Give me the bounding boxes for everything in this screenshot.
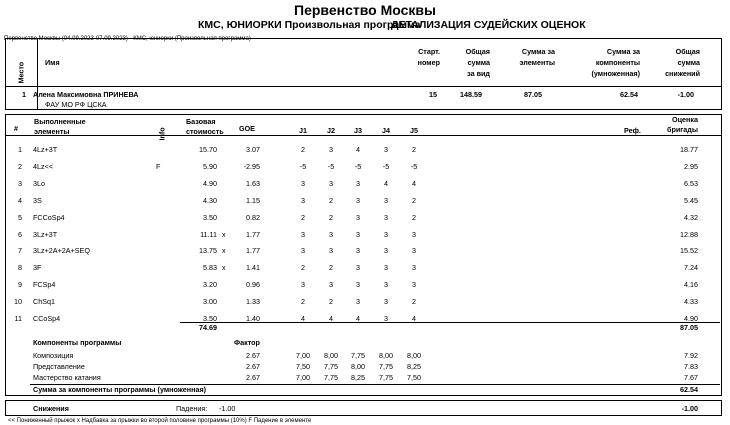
name-header: Имя [45, 58, 60, 67]
deductions-label: Снижения [33, 404, 69, 413]
element-judge-score: 3 [356, 195, 360, 205]
element-info: F [156, 161, 161, 171]
element-panel-score: 7.24 [684, 263, 698, 273]
element-judge-score: 3 [412, 229, 416, 239]
element-code: 3Lz+3T [33, 229, 58, 239]
base-total: 74.69 [199, 323, 217, 332]
element-judge-score: 2 [329, 297, 333, 307]
skater-elements: 87.05 [524, 90, 542, 99]
start-header: Старт. номер [417, 47, 440, 67]
element-judge-score: 3 [329, 229, 333, 239]
components-sum-value: 62.54 [680, 385, 698, 394]
num-header: # [14, 124, 18, 133]
element-goe: 1.40 [246, 314, 260, 323]
judge-header-5: J5 [410, 126, 418, 135]
component-name: Композиция [33, 351, 74, 360]
element-goe: 1.33 [246, 297, 260, 307]
element-judge-score: 3 [412, 246, 416, 256]
element-judge-score: 3 [301, 246, 305, 256]
goe-header: GOE [239, 124, 255, 133]
element-judge-score: 2 [412, 212, 416, 222]
element-judge-score: 3 [384, 195, 388, 205]
component-factor: 2.67 [246, 351, 260, 360]
element-header: Выполненные элементы [34, 117, 86, 136]
element-base-value: 4.90 [203, 178, 217, 188]
component-judge-score: 8,00 [379, 351, 393, 360]
summary-divider [37, 38, 38, 110]
element-judge-score: 3 [329, 280, 333, 290]
skater-start: 15 [429, 90, 437, 99]
element-judge-score: 3 [356, 212, 360, 222]
info-header: Info [157, 127, 167, 141]
element-base-value: 5.90 [203, 161, 217, 171]
element-judge-score: 3 [384, 229, 388, 239]
components-sum-label: Сумма за компоненты программы (умноженная) [33, 385, 207, 394]
element-code: FCCoSp4 [33, 212, 65, 222]
element-base-value: 5.83 [203, 263, 217, 273]
element-goe: -2.95 [243, 161, 260, 171]
report-type: ДЕТАЛИЗАЦИЯ СУДЕЙСКИХ ОЦЕНОК [391, 19, 586, 31]
element-panel-score: 4.16 [684, 280, 698, 290]
skater-name: Алена Максимовна ПРИНЕВА [33, 90, 139, 99]
element-base-value: 3.00 [203, 297, 217, 307]
page-subtitle: КМС, ЮНИОРКИ Произвольная программа [198, 19, 421, 31]
element-code: 3F [33, 263, 42, 273]
component-name: Мастерство катания [33, 373, 101, 382]
deductions-total: -1.00 [681, 404, 698, 413]
element-number: 8 [18, 263, 22, 273]
element-number: 6 [18, 229, 22, 239]
element-code: 3S [33, 195, 42, 205]
element-judge-score: -5 [382, 161, 390, 171]
element-panel-score: 2.95 [684, 161, 698, 171]
element-base-value: 4.30 [203, 195, 217, 205]
element-code: ChSq1 [33, 297, 55, 307]
element-judge-score: 4 [329, 314, 333, 323]
element-judge-score: 2 [329, 212, 333, 222]
element-judge-score: 3 [356, 178, 360, 188]
element-panel-score: 15.52 [680, 246, 698, 256]
element-judge-score: 2 [301, 145, 305, 154]
component-panel-score: 7.92 [684, 351, 698, 360]
element-base-value: 15.70 [199, 145, 217, 154]
element-judge-score: 2 [412, 195, 416, 205]
element-bonus-mark: x [222, 246, 226, 256]
skater-club: ФАУ МО РФ ЦСКА [45, 100, 107, 109]
event-line: Первенство Москвы (04.09.2023-07.09.2023) - КМС, юниорки (Произвольная программа) [4, 36, 251, 42]
element-code: 4Lz<< [33, 161, 53, 171]
referee-header: Реф. [624, 126, 641, 135]
component-judge-score: 8,00 [324, 351, 338, 360]
element-goe: 1.63 [246, 178, 260, 188]
element-goe: 1.77 [246, 246, 260, 256]
skater-total: 148.59 [460, 90, 482, 99]
element-number: 9 [18, 280, 22, 290]
element-base-value: 3.20 [203, 280, 217, 290]
element-judge-score: 2 [329, 195, 333, 205]
element-judge-score: 3 [301, 280, 305, 290]
component-judge-score: 8,00 [407, 351, 421, 360]
element-judge-score: 3 [329, 246, 333, 256]
element-base-value: 3.50 [203, 314, 217, 323]
component-judge-score: 8,25 [351, 373, 365, 382]
element-judge-score: -5 [327, 161, 335, 171]
elements-total-line [180, 322, 720, 323]
component-panel-score: 7.83 [684, 362, 698, 371]
element-judge-score: 3 [329, 178, 333, 188]
element-base-value: 13.75 [199, 246, 217, 256]
elements-sum-header: Сумма за элементы [519, 47, 555, 67]
footnote: << Пониженный прыжок x Надбавка за прыжки во второй половине программы (10%) F Падение в элементе [8, 418, 312, 424]
element-panel-score: 6.53 [684, 178, 698, 188]
base-value-header: Базовая стоимость [186, 117, 224, 136]
element-number: 10 [14, 297, 22, 307]
element-panel-score: 4.33 [684, 297, 698, 307]
elements-header-line [5, 135, 722, 136]
skater-place: 1 [22, 90, 26, 99]
element-judge-score: 3 [384, 314, 388, 323]
component-judge-score: 8,00 [351, 362, 365, 371]
element-panel-score: 18.77 [680, 145, 698, 154]
place-header: Место [16, 61, 26, 84]
element-panel-score: 4.90 [684, 314, 698, 323]
component-judge-score: 7,00 [296, 351, 310, 360]
element-bonus-mark: x [222, 229, 226, 239]
element-judge-score: 3 [356, 297, 360, 307]
element-judge-score: 3 [329, 145, 333, 154]
element-number: 11 [14, 314, 22, 323]
component-panel-score: 7.67 [684, 373, 698, 382]
element-judge-score: 3 [301, 229, 305, 239]
element-code: FCSp4 [33, 280, 56, 290]
deductions-box [5, 400, 722, 416]
element-base-value: 11.11 [200, 229, 217, 239]
element-panel-score: 5.45 [684, 195, 698, 205]
judge-header-3: J3 [354, 126, 362, 135]
total-header: Общая сумма за вид [465, 47, 490, 78]
element-judge-score: 3 [356, 229, 360, 239]
element-code: 3Lz+2A+2A+SEQ [33, 246, 90, 256]
element-goe: 0.82 [246, 212, 260, 222]
element-judge-score: 2 [329, 263, 333, 273]
component-judge-score: 7,75 [379, 362, 393, 371]
component-judge-score: 7,75 [351, 351, 365, 360]
component-name: Представление [33, 362, 85, 371]
component-judge-score: 7,75 [324, 373, 338, 382]
element-judge-score: 2 [412, 297, 416, 307]
element-judge-score: 3 [384, 246, 388, 256]
element-judge-score: -5 [410, 161, 418, 171]
element-judge-score: 3 [384, 212, 388, 222]
element-judge-score: 3 [412, 280, 416, 290]
element-judge-score: 3 [356, 246, 360, 256]
deductions-header: Общая сумма снижений [665, 47, 700, 78]
element-judge-score: 4 [356, 314, 360, 323]
judge-header-2: J2 [327, 126, 335, 135]
element-panel-score: 12.88 [680, 229, 698, 239]
element-judge-score: -5 [299, 161, 307, 171]
element-judge-score: 3 [356, 263, 360, 273]
components-sum-header: Сумма за компоненты (умноженная) [591, 47, 640, 78]
components-header: Компоненты программы [33, 338, 122, 347]
element-judge-score: -5 [354, 161, 362, 171]
element-number: 3 [18, 178, 22, 188]
component-judge-score: 7,50 [296, 362, 310, 371]
element-panel-score: 4.32 [684, 212, 698, 222]
component-factor: 2.67 [246, 373, 260, 382]
element-judge-score: 2 [301, 263, 305, 273]
element-bonus-mark: x [222, 263, 226, 273]
panel-score-header: Оценка бригады [667, 115, 698, 134]
element-number: 4 [18, 195, 22, 205]
element-judge-score: 3 [356, 280, 360, 290]
component-factor: 2.67 [246, 362, 260, 371]
element-goe: 1.15 [246, 195, 260, 205]
element-judge-score: 2 [412, 145, 416, 154]
element-goe: 1.41 [246, 263, 260, 273]
element-goe: 1.77 [246, 229, 260, 239]
component-judge-score: 7,00 [296, 373, 310, 382]
page-title: Первенство Москвы [294, 2, 436, 18]
element-judge-score: 3 [384, 280, 388, 290]
component-judge-score: 7,50 [407, 373, 421, 382]
component-judge-score: 7,75 [379, 373, 393, 382]
skater-deductions: -1.00 [677, 90, 694, 99]
element-judge-score: 4 [356, 145, 360, 154]
element-judge-score: 3 [384, 145, 388, 154]
element-judge-score: 2 [301, 212, 305, 222]
judge-header-1: J1 [299, 126, 307, 135]
falls-label: Падения: [176, 404, 208, 413]
element-judge-score: 3 [301, 178, 305, 188]
element-number: 2 [18, 161, 22, 171]
falls-value: -1.00 [219, 404, 236, 413]
component-judge-score: 8,25 [407, 362, 421, 371]
element-code: 3Lo [33, 178, 45, 188]
element-number: 1 [18, 145, 22, 154]
factor-header: Фактор [234, 338, 260, 347]
component-judge-score: 7,75 [324, 362, 338, 371]
summary-header-line [5, 86, 722, 87]
element-judge-score: 3 [301, 195, 305, 205]
element-judge-score: 4 [384, 178, 388, 188]
element-judge-score: 3 [384, 297, 388, 307]
element-code: 4Lz+3T [33, 145, 58, 154]
element-goe: 0.96 [246, 280, 260, 290]
element-number: 5 [18, 212, 22, 222]
element-judge-score: 4 [301, 314, 305, 323]
judge-header-4: J4 [382, 126, 390, 135]
element-number: 7 [18, 246, 22, 256]
element-judge-score: 3 [412, 263, 416, 273]
skater-components: 62.54 [620, 90, 638, 99]
element-base-value: 3.50 [203, 212, 217, 222]
element-judge-score: 4 [412, 314, 416, 323]
elements-total: 87.05 [680, 323, 698, 332]
element-code: CCoSp4 [33, 314, 61, 323]
element-judge-score: 4 [412, 178, 416, 188]
element-goe: 3.07 [246, 145, 260, 154]
element-judge-score: 2 [301, 297, 305, 307]
element-judge-score: 3 [384, 263, 388, 273]
